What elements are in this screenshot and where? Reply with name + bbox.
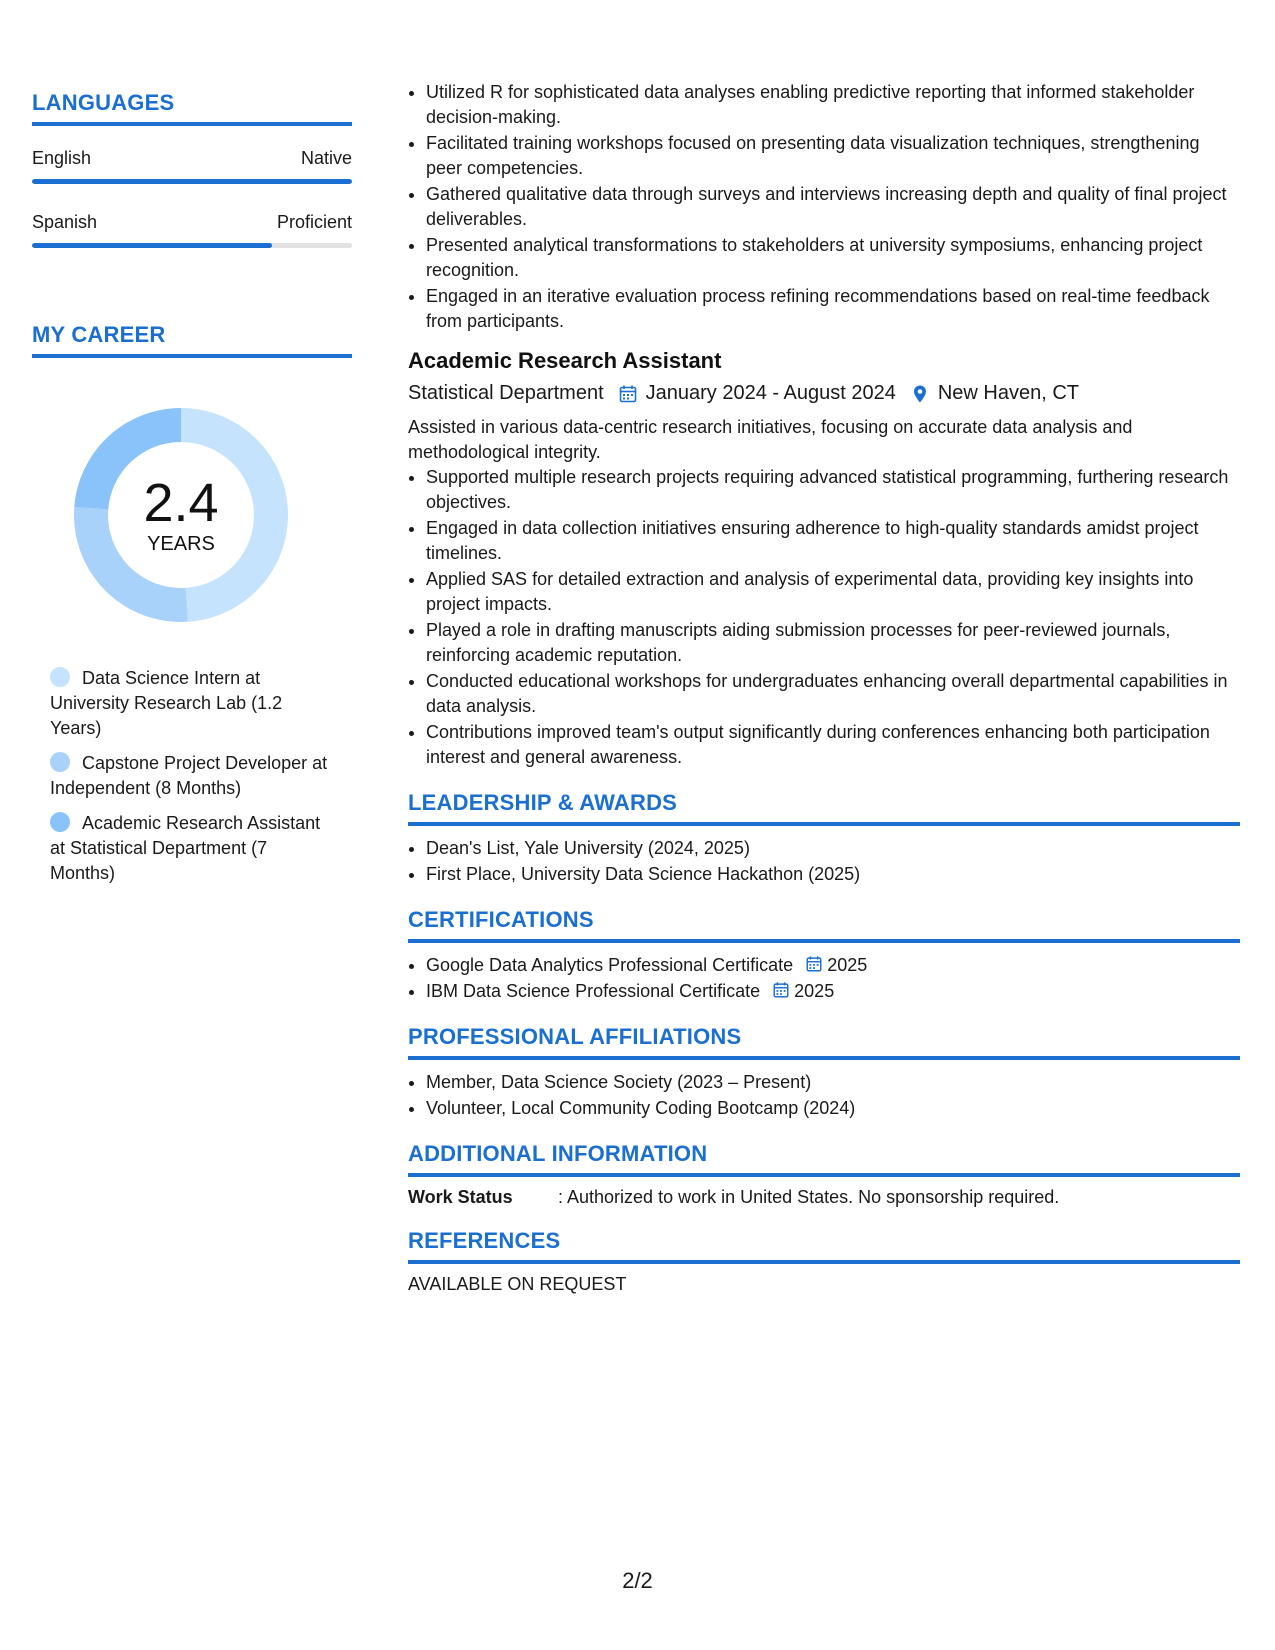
calendar-icon xyxy=(772,981,790,999)
bullet-item: • Conducted educational workshops for undergraduates enhancing overall departmental capabilities in data analysis. xyxy=(426,669,1240,719)
experience-continued-bullets xyxy=(408,80,1240,334)
bullet-item: • Engaged in an iterative evaluation process refining recommendations based on real-time feedback from participants. xyxy=(426,284,1240,334)
references-text: AVAILABLE ON REQUEST xyxy=(408,1274,627,1294)
additional-info-title: ADDITIONAL INFORMATION xyxy=(408,1141,1240,1177)
language-proficiency-fill xyxy=(32,243,272,248)
affiliations-title: PROFESSIONAL AFFILIATIONS xyxy=(408,1024,1240,1060)
calendar-icon xyxy=(618,384,638,404)
certification-name: IBM Data Science Professional Certificate xyxy=(426,981,761,1001)
affiliation-item: • Member, Data Science Society (2023 – Present) xyxy=(426,1070,1240,1095)
affiliations-section xyxy=(408,1024,1240,1121)
career-total-value: 2.4 xyxy=(143,472,219,533)
bullet-item: • Played a role in drafting manuscripts aiding submission processes for peer-reviewed journals, reinforcing academic reputation. xyxy=(426,618,1240,668)
bullet-item: • Supported multiple research projects requiring advanced statistical programming, furthering research objectives. xyxy=(426,465,1240,515)
career-legend-item xyxy=(50,751,330,801)
work-status-value: : Authorized to work in United States. No sponsorship required. xyxy=(558,1187,1060,1207)
career-total-unit: YEARS xyxy=(147,532,215,555)
right-column xyxy=(408,80,1240,1295)
certification-item xyxy=(426,979,1240,1004)
awards-section xyxy=(408,790,1240,887)
certification-item xyxy=(426,953,1240,978)
career-title: MY CAREER xyxy=(32,322,352,358)
location-pin-icon xyxy=(910,384,930,404)
languages-title: LANGUAGES xyxy=(32,90,352,126)
bullet-item: • Gathered qualitative data through surveys and interviews increasing depth and quality of final project deliverables. xyxy=(426,182,1240,232)
calendar-icon xyxy=(805,955,823,973)
language-proficiency-fill xyxy=(32,179,352,184)
bullet-item: • Applied SAS for detailed extraction and analysis of experimental data, providing key insights into project impacts. xyxy=(426,567,1240,617)
legend-dot-icon xyxy=(50,752,70,772)
job-meta xyxy=(408,382,1240,405)
references-section xyxy=(408,1228,1240,1295)
job-location: New Haven, CT xyxy=(937,382,1079,404)
additional-info-section xyxy=(408,1141,1240,1208)
work-status-label: Work Status xyxy=(408,1187,513,1207)
legend-dot-icon xyxy=(50,667,70,687)
legend-dot-icon xyxy=(50,812,70,832)
language-proficiency-bar xyxy=(32,179,352,184)
language-name: English xyxy=(32,148,92,168)
legend-label: Data Science Intern at University Research Lab (1.2 Years) xyxy=(50,668,283,738)
language-proficiency-bar xyxy=(32,243,352,248)
language-name: Spanish xyxy=(32,212,98,232)
references-title: REFERENCES xyxy=(408,1228,1240,1264)
job-dates: January 2024 - August 2024 xyxy=(645,382,896,404)
legend-label: Academic Research Assistant at Statistical Department (7 Months) xyxy=(50,813,321,883)
language-item xyxy=(32,148,352,184)
affiliation-item: • Volunteer, Local Community Coding Bootcamp (2024) xyxy=(426,1096,1240,1121)
language-level: Proficient xyxy=(276,212,352,232)
certification-year: 2025 xyxy=(827,955,868,975)
legend-label: Capstone Project Developer at Independent (8 Months) xyxy=(50,753,328,798)
certifications-title: CERTIFICATIONS xyxy=(408,907,1240,943)
award-item: • Dean's List, Yale University (2024, 2025) xyxy=(426,836,1240,861)
language-level: Native xyxy=(300,148,352,168)
bullet-item: • Engaged in data collection initiatives ensuring adherence to high-quality standards amidst project timelines. xyxy=(426,516,1240,566)
language-item xyxy=(32,212,352,248)
job-company: Statistical Department xyxy=(408,382,604,404)
page-number: 2/2 xyxy=(622,1568,653,1593)
award-item: • First Place, University Data Science Hackathon (2025) xyxy=(426,862,1240,887)
bullet-item: • Presented analytical transformations to stakeholders at university symposiums, enhancing project recognition. xyxy=(426,233,1240,283)
certification-name: Google Data Analytics Professional Certificate xyxy=(426,955,794,975)
career-legend-item xyxy=(50,666,330,741)
certifications-section xyxy=(408,907,1240,1004)
career-legend xyxy=(50,666,330,886)
left-column xyxy=(32,90,352,896)
bullet-item: • Contributions improved team's output significantly during conferences enhancing both participation interest and general awareness. xyxy=(426,720,1240,770)
certification-year: 2025 xyxy=(794,981,835,1001)
awards-title: LEADERSHIP & AWARDS xyxy=(408,790,1240,826)
bullet-item: • Facilitated training workshops focused on presenting data visualization techniques, strengthening peer competencies. xyxy=(426,131,1240,181)
career-donut-chart xyxy=(66,400,296,630)
job-description: Assisted in various data-centric research initiatives, focusing on accurate data analysis and methodological integrity. xyxy=(408,417,1133,462)
career-legend-item xyxy=(50,811,330,886)
bullet-item: • Utilized R for sophisticated data analyses enabling predictive reporting that informed stakeholder decision-making. xyxy=(426,80,1240,130)
job-bullets xyxy=(408,465,1240,770)
job-title: Academic Research Assistant xyxy=(408,348,722,373)
